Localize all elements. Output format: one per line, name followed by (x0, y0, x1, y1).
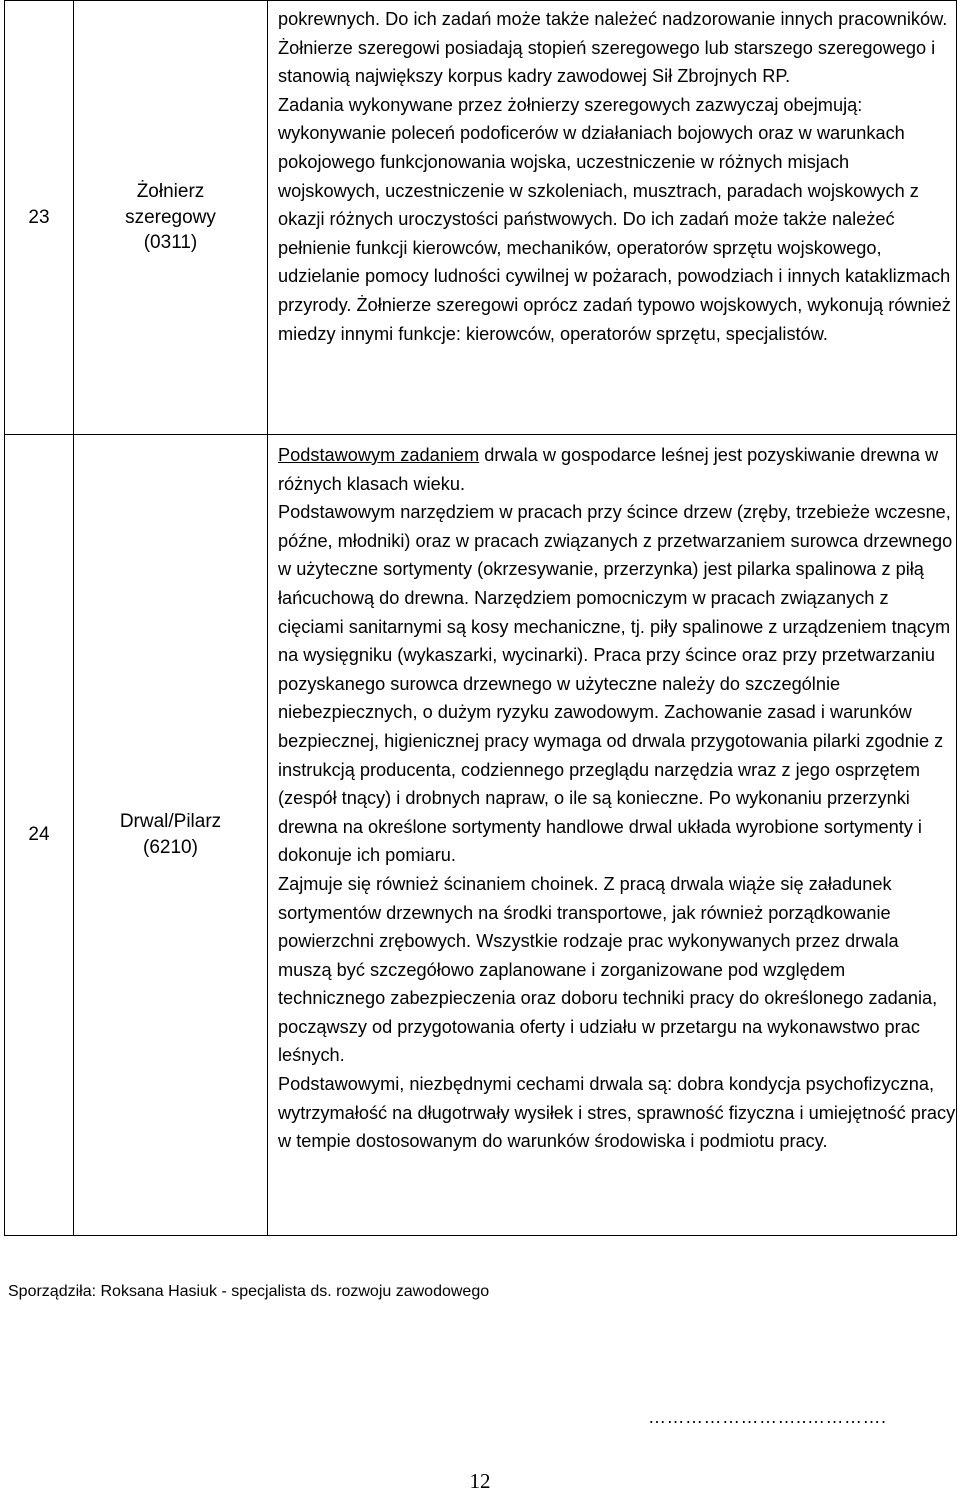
occupation-code: (0311) (143, 232, 198, 254)
description-paragraph: Podstawowymi, niezbędnymi cechami drwala są: dobra kondycja psychofizyczna, wytrzymałość na długotrwały wysiłek i stres, sprawność fizyczna i umiejętność pracy w tempie dostosowanym do warunków środowiska i podmiotu pracy. (278, 1074, 956, 1152)
occupation-description (268, 1, 957, 435)
page-number: 12 (469, 1469, 491, 1493)
occupation-name-cell (74, 1, 268, 435)
occupations-table (4, 0, 957, 1236)
occupation-name: Żołnierz (136, 181, 205, 203)
description-paragraph: pokrewnych. Do ich zadań może także należeć nadzorowanie innych pracowników. (278, 9, 948, 29)
table-row (5, 1, 957, 435)
row-number: 23 (5, 1, 74, 435)
underlined-lead: Podstawowym zadaniem (278, 445, 480, 465)
occupation-name: Drwal/Pilarz (119, 811, 222, 833)
description-paragraph: Podstawowym narzędziem w pracach przy ścince drzew (zręby, trzebieże wczesne, późne, młodniki) oraz w pracach związanych z przetwarzaniem surowca drzewnego w użyteczne sortymenty (okrzesywanie, przerzynka) jest pilarka spalinowa z piłą łańcuchową do drewna. Narzędziem pomocniczym w pracach związanych z cięciami sanitarnymi są kosy mechaniczne, tj. piły spalinowe z urządzeniem tnącym na wysięgniku (wykaszarki, wycinarki). Praca przy ścince oraz przy przetwarzaniu pozyskanego surowca drzewnego w użyteczne należy do szczególnie niebezpiecznych, o dużym ryzyku zawodowym. Zachowanie zasad i warunków bezpiecznej, higienicznej pracy wymaga od drwala przygotowania pilarki zgodnie z instrukcją producenta, codziennego przeglądu narzędzia wraz z jego osprzętem (zespół tnący) i drobnych napraw, o ile są konieczne. Po wykonaniu przerzynki drewna na określone sortymenty handlowe drwal układa wyrobione sortymenty i dokonuje ich pomiaru. (278, 502, 953, 866)
description-paragraph (278, 441, 956, 498)
occupation-code: (6210) (143, 837, 198, 858)
table-row (5, 435, 957, 1236)
lead-rest: drwala w gospodarce leśnej jest pozyskiwanie drewna w różnych klasach wieku. (278, 445, 939, 494)
signature-line: ……………………..…………. (648, 1407, 887, 1427)
prepared-by-note: Sporządziła: Roksana Hasiuk - specjalista ds. rozwoju zawodowego (8, 1283, 490, 1300)
description-paragraph: Zajmuje się również ścinaniem choinek. Z pracą drwala wiąże się załadunek sortymentów drzewnych na środki transportowe, jak również porządkowanie powierzchni zrębowych. Wszystkie rodzaje prac wykonywanych przez drwala muszą być szczegółowo zaplanowane i zorganizowane pod względem technicznego zabezpieczenia oraz doboru techniki pracy do określonego zadania, począwszy od przygotowania oferty i udziału w przetargu na wykonawstwo prac leśnych. (278, 873, 938, 1066)
occupation-name-cont: szeregowy (125, 206, 216, 228)
description-paragraph: Zadania wykonywane przez żołnierzy szeregowych zazwyczaj obejmują: wykonywanie poleceń podoficerów w działaniach bojowych oraz w warunkach pokojowego funkcjonowania wojska, uczestniczenie w różnych misjach wojskowych, uczestniczenie w szkoleniach, musztrach, paradach wojskowych z okazji różnych uroczystości państwowych. Do ich zadań może także należeć pełnienie funkcji kierowców, mechaników, operatorów sprzętu wojskowego, udzielanie pomocy ludności cywilnej w pożarach, powodziach i innych kataklizmach przyrody. Żołnierze szeregowi oprócz zadań typowo wojskowych, wykonują również miedzy innymi funkcje: kierowców, operatorów sprzętu, specjalistów. (278, 94, 951, 344)
occupation-name-cell (74, 435, 268, 1236)
row-number: 24 (5, 435, 74, 1236)
description-paragraph: Żołnierze szeregowi posiadają stopień szeregowego lub starszego szeregowego i stanowią największy korpus kadry zawodowej Sił Zbrojnych RP. (278, 37, 936, 87)
occupation-description (268, 435, 957, 1236)
